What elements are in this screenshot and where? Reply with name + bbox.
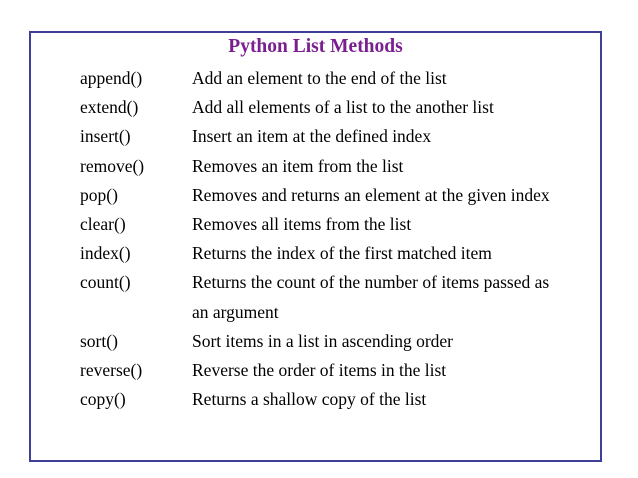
method-description-line: Sort items in a list in ascending order bbox=[192, 330, 453, 351]
method-description bbox=[192, 268, 600, 326]
method-row bbox=[80, 268, 600, 326]
method-description-line: Returns the count of the number of items passed as bbox=[192, 272, 550, 293]
slide-title: Python List Methods bbox=[228, 36, 403, 57]
method-row bbox=[80, 210, 600, 239]
method-description bbox=[192, 93, 600, 122]
method-row bbox=[80, 93, 600, 122]
method-description bbox=[192, 327, 600, 356]
method-description bbox=[192, 181, 600, 210]
method-row bbox=[80, 385, 600, 414]
method-description-line: Add an element to the end of the list bbox=[192, 68, 447, 88]
method-row bbox=[80, 64, 600, 93]
method-name: clear() bbox=[80, 214, 126, 235]
method-description bbox=[192, 152, 600, 181]
method-description bbox=[192, 64, 600, 93]
method-row bbox=[80, 356, 600, 385]
method-name: index() bbox=[80, 243, 131, 264]
method-description-line: Removes and returns an element at the given index bbox=[192, 184, 550, 205]
method-description bbox=[192, 385, 600, 414]
method-name: pop() bbox=[80, 184, 118, 205]
method-row bbox=[80, 152, 600, 181]
method-description bbox=[192, 239, 600, 268]
method-description-line: Removes all items from the list bbox=[192, 214, 412, 235]
method-name: append() bbox=[80, 68, 143, 88]
method-description-line: Returns a shallow copy of the list bbox=[192, 389, 427, 410]
method-row bbox=[80, 239, 600, 268]
method-name: sort() bbox=[80, 330, 118, 351]
method-description bbox=[192, 356, 600, 385]
method-name: count() bbox=[80, 272, 131, 293]
method-name: insert() bbox=[80, 126, 131, 147]
method-row bbox=[80, 327, 600, 356]
method-description-line: Returns the index of the first matched item bbox=[192, 243, 492, 264]
method-name: reverse() bbox=[80, 360, 143, 381]
method-description-line: Reverse the order of items in the list bbox=[192, 360, 447, 381]
method-row bbox=[80, 122, 600, 151]
slide-frame bbox=[29, 31, 602, 462]
method-row bbox=[80, 181, 600, 210]
method-description bbox=[192, 210, 600, 239]
method-description-line: an argument bbox=[192, 301, 279, 322]
method-description-line: Insert an item at the defined index bbox=[192, 126, 432, 147]
method-description bbox=[192, 122, 600, 151]
method-description-line: Add all elements of a list to the another list bbox=[192, 97, 494, 118]
method-name: remove() bbox=[80, 155, 145, 176]
method-name: extend() bbox=[80, 97, 139, 118]
methods-list bbox=[80, 64, 600, 414]
method-name: copy() bbox=[80, 389, 126, 410]
method-description-line: Removes an item from the list bbox=[192, 155, 404, 176]
